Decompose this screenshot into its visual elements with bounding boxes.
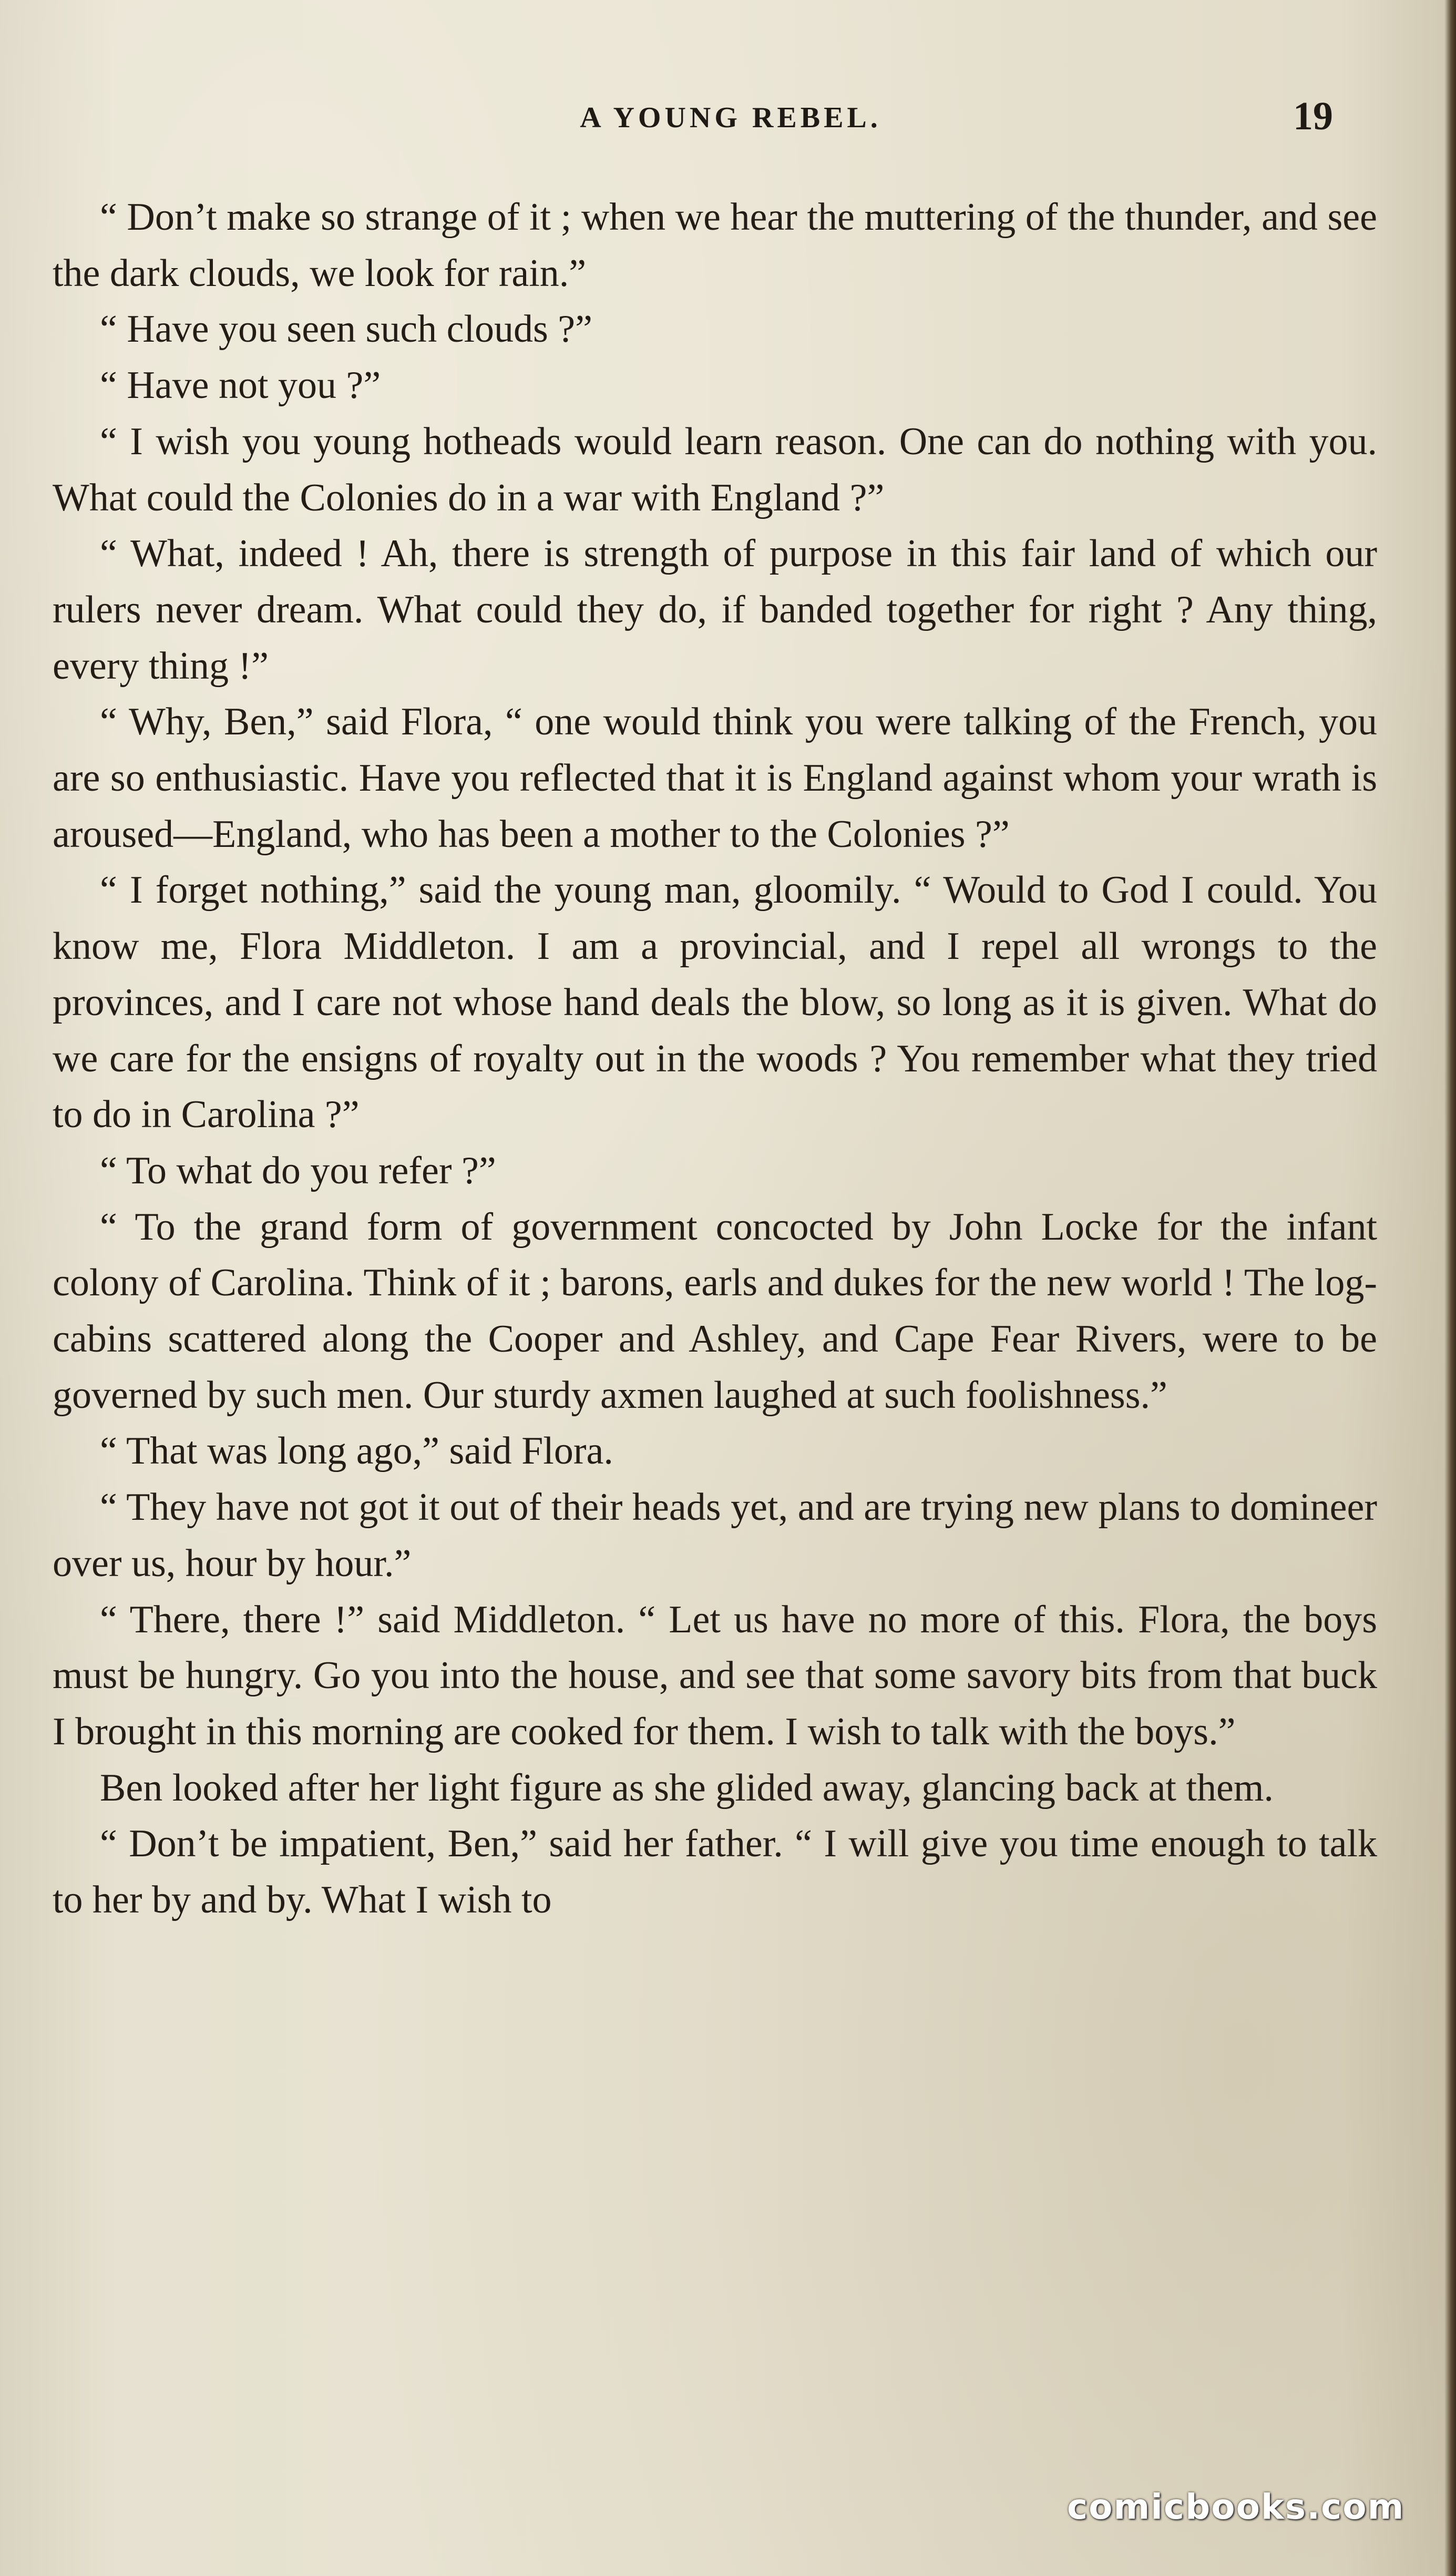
- running-title: A YOUNG REBEL.: [580, 101, 881, 134]
- paragraph: “ Have you seen such clouds ?”: [100, 308, 592, 351]
- paragraph: “ I forget nothing,” said the young man, gloomily. “ Would to God I could. You know me, Flora Middleton. I am a provincial, and I repel all wrongs to the provinces, and I care not whose hand deals the blow, so long as it is given. What do we care for the ensigns of royalty out in the woods ? You remember what they tried to do in Carolina ?”: [53, 868, 1377, 1137]
- paragraph: “ Don’t be impatient, Ben,” said her father. “ I will give you time enough to talk to her by and by. What I wish to: [53, 1822, 1377, 1922]
- page-number: 19: [1293, 94, 1333, 138]
- page-header: [0, 79, 1456, 152]
- paragraph: “ I wish you young hotheads would learn reason. One can do nothing with you. What could the Colonies do in a war with England ?”: [53, 420, 1377, 519]
- paragraph: “ What, indeed ! Ah, there is strength of purpose in this fair land of which our rulers never dream. What could they do, if banded together for right ? Any thing, every thing !”: [53, 532, 1377, 688]
- paragraph: “ There, there !” said Middleton. “ Let us have no more of this. Flora, the boys must be hungry. Go you into the house, and see that some savory bits from that buck I brought in this morning are cooked for them. I wish to talk with the boys.”: [53, 1598, 1377, 1753]
- body-text: [53, 189, 1377, 1928]
- paragraph: “ Don’t make so strange of it ; when we hear the muttering of the thunder, and see the dark clouds, we look for rain.”: [53, 196, 1377, 295]
- paragraph: “ To what do you refer ?”: [100, 1149, 496, 1192]
- paragraph: “ Have not you ?”: [100, 364, 381, 407]
- paragraph: “ Why, Ben,” said Flora, “ one would think you were talking of the French, you are so enthusiastic. Have you reflected that it is England against whom your wrath is aroused—England, who has been a mother to the Colonies ?”: [53, 700, 1377, 856]
- paragraph: Ben looked after her light figure as she glided away, glancing back at them.: [100, 1766, 1274, 1810]
- paragraph: “ To the grand form of government concocted by John Locke for the infant colony of Carolina. Think of it ; barons, earls and dukes for the new world ! The log-cabins scattered along the Cooper and Ashley, and Cape Fear Rivers, were to be governed by such men. Our sturdy axmen laughed at such foolishness.”: [53, 1205, 1377, 1417]
- watermark: comicbooks.com: [1067, 2487, 1405, 2527]
- page-edge-shadow: [1444, 0, 1456, 2576]
- paragraph: “ They have not got it out of their heads yet, and are trying new plans to domineer over us, hour by hour.”: [53, 1486, 1377, 1585]
- paragraph: “ That was long ago,” said Flora.: [100, 1429, 613, 1473]
